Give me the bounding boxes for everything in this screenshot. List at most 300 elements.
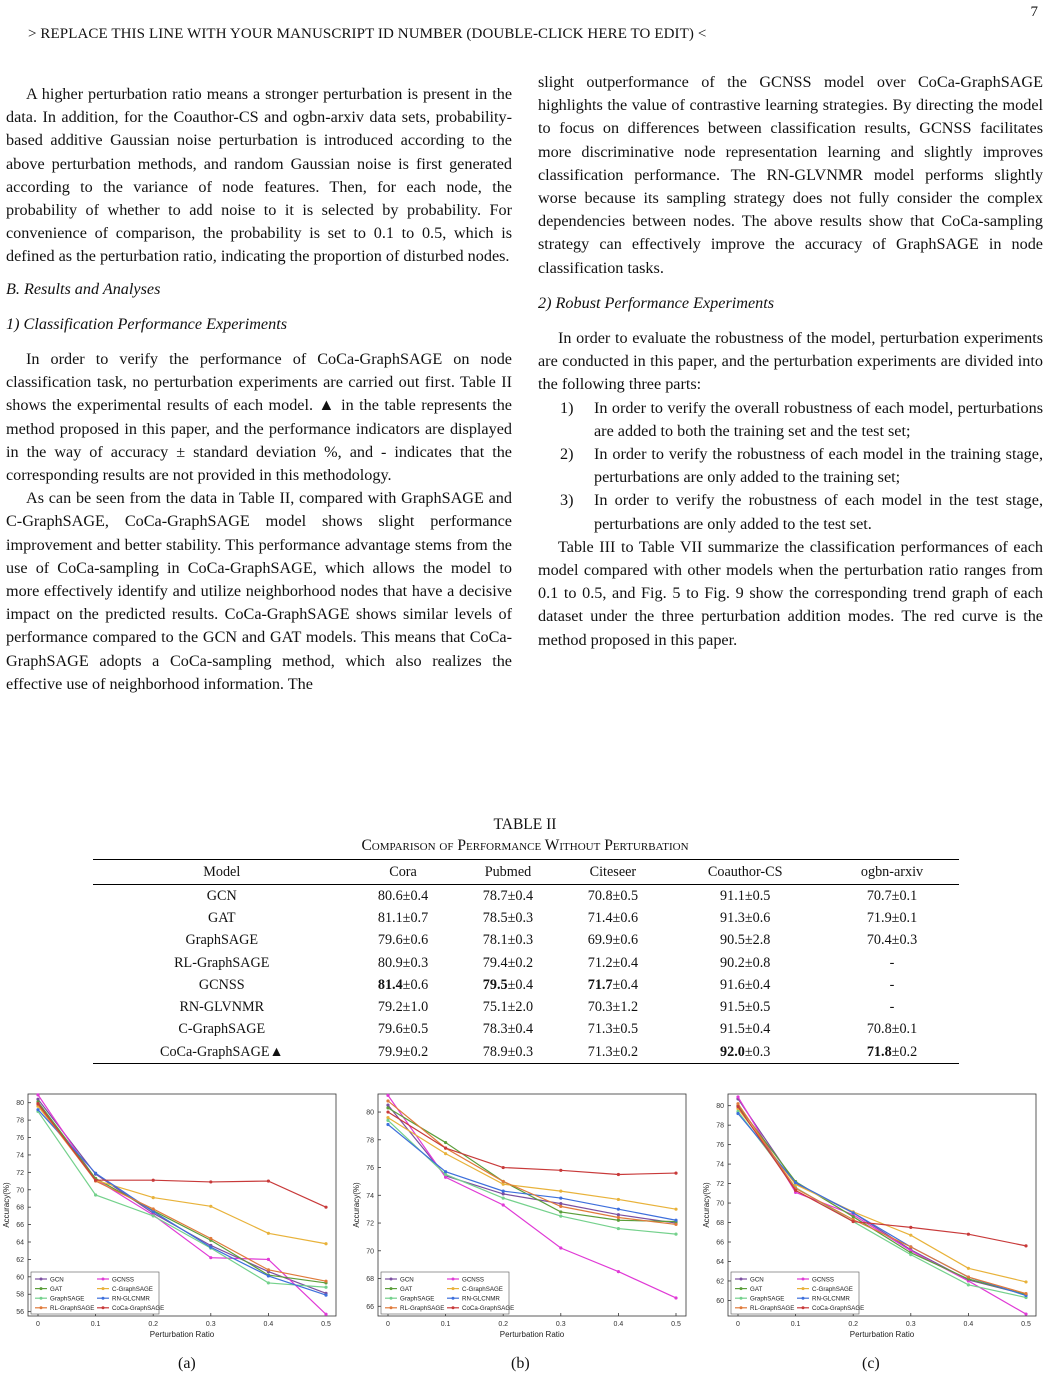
data-point	[674, 1296, 677, 1299]
legend-label: CoCa-GraphSAGE	[462, 1305, 515, 1313]
data-point	[852, 1211, 855, 1214]
table-cell	[351, 1019, 456, 1041]
cell-value: CoCa-GraphSAGE▲	[159, 1043, 284, 1060]
data-point	[502, 1183, 505, 1186]
data-point	[617, 1198, 620, 1201]
data-point	[909, 1234, 912, 1237]
data-point	[386, 1104, 389, 1107]
data-point	[617, 1227, 620, 1230]
table-cell	[825, 885, 959, 908]
x-tick-label: 0.1	[440, 1321, 451, 1328]
table-cell	[560, 907, 665, 929]
data-point	[267, 1258, 270, 1261]
data-point	[736, 1112, 739, 1115]
table-cell	[351, 907, 456, 929]
legend-label: GCN	[400, 1276, 414, 1284]
y-tick-label: 80	[716, 1103, 724, 1111]
list-item	[538, 397, 1043, 443]
cell-value: RN-GLVNMR	[179, 999, 265, 1016]
best-value: 92.0	[720, 1043, 745, 1060]
data-point	[36, 1108, 39, 1111]
data-point	[267, 1281, 270, 1284]
legend-marker	[102, 1297, 105, 1300]
table-cell	[351, 885, 456, 908]
data-point	[1024, 1292, 1027, 1295]
page-number: 7	[1030, 4, 1038, 20]
cell-value: 91.6±0.4	[720, 976, 771, 993]
y-tick-label: 60	[716, 1297, 724, 1305]
table-cell	[351, 974, 456, 996]
cell-value: GAT	[207, 909, 236, 926]
table-row	[93, 907, 959, 929]
data-point	[909, 1245, 912, 1248]
table-cell	[560, 952, 665, 974]
performance-table	[93, 859, 959, 1064]
best-value: 81.4	[377, 976, 403, 993]
data-point	[559, 1246, 562, 1249]
legend-marker	[390, 1306, 393, 1309]
table-cell	[93, 885, 351, 908]
table-cell	[560, 930, 665, 952]
table-cell	[665, 996, 825, 1018]
legend-marker	[390, 1278, 393, 1281]
data-point	[559, 1169, 562, 1172]
data-point	[674, 1208, 677, 1211]
data-point	[36, 1102, 39, 1105]
cell-value: 71.3±0.5	[587, 1021, 639, 1038]
y-tick-label: 68	[366, 1276, 374, 1284]
data-point	[502, 1166, 505, 1169]
data-point	[559, 1196, 562, 1199]
y-tick-label: 66	[366, 1303, 374, 1311]
data-point	[324, 1294, 327, 1297]
y-tick-label: 64	[716, 1258, 724, 1266]
table-body	[93, 885, 959, 1064]
data-point	[152, 1207, 155, 1210]
section-heading: B. Results and Analyses	[6, 279, 161, 298]
cell-value: 78.1±0.3	[482, 932, 534, 949]
cell-value: 81.1±0.7	[377, 909, 429, 926]
data-point	[674, 1233, 677, 1236]
table-cell	[93, 974, 351, 996]
cell-value: GCNSS	[198, 976, 245, 993]
paragraph: In order to verify the performance of CoCa-GraphSAGE on node classification task, no perturbation experiments are carried out first. Table II shows the experimental results of each model. ▲ in the table represents the method proposed in this paper, and the performance indicators are displayed in the way of accuracy ± standard deviation %, and - indicates that the corresponding results are not provided in this methodology.	[6, 350, 512, 485]
best-value: 79.5	[482, 976, 508, 993]
data-point	[967, 1283, 970, 1286]
data-point	[559, 1210, 562, 1213]
data-point	[386, 1123, 389, 1126]
data-point	[324, 1280, 327, 1283]
list-text: In order to verify the robustness of each model in the training stage, perturbations are only added to the training set;	[594, 445, 1043, 487]
table-cell	[456, 974, 561, 996]
chart-caption-b: (b)	[511, 1355, 530, 1372]
y-tick-label: 80	[16, 1100, 24, 1108]
table-cell	[665, 907, 825, 929]
cell-value: 80.6±0.4	[377, 887, 429, 904]
x-tick-label: 0	[736, 1321, 740, 1328]
legend-marker	[40, 1287, 43, 1290]
data-point	[909, 1253, 912, 1256]
y-tick-label: 72	[366, 1220, 374, 1228]
data-point	[267, 1268, 270, 1271]
subsection-heading: 2) Robust Performance Experiments	[538, 293, 775, 312]
table-cell	[351, 1041, 456, 1064]
table-cell	[456, 952, 561, 974]
cell-value: -	[889, 999, 895, 1016]
legend-marker	[802, 1278, 805, 1281]
legend-label: GraphSAGE	[750, 1295, 785, 1303]
data-point	[502, 1196, 505, 1199]
table-cell	[665, 885, 825, 908]
legend-marker	[390, 1297, 393, 1300]
y-tick-label: 56	[16, 1309, 24, 1317]
data-point	[386, 1099, 389, 1102]
left-column	[6, 83, 512, 696]
data-point	[967, 1275, 970, 1278]
y-tick-label: 80	[366, 1109, 374, 1117]
data-point	[386, 1106, 389, 1109]
cell-value: 78.3±0.4	[482, 1021, 534, 1038]
data-point	[967, 1233, 970, 1236]
data-point	[674, 1171, 677, 1174]
x-tick-label: 0	[386, 1321, 390, 1328]
data-point	[386, 1119, 389, 1122]
data-point	[617, 1219, 620, 1222]
legend-marker	[802, 1287, 805, 1290]
cell-value: 70.4±0.3	[866, 932, 918, 949]
data-point	[209, 1205, 212, 1208]
column-header: Pubmed	[456, 860, 561, 885]
data-point	[94, 1179, 97, 1182]
data-point	[502, 1180, 505, 1183]
y-tick-label: 72	[16, 1169, 24, 1177]
legend-label: C-GraphSAGE	[812, 1286, 853, 1293]
cell-value: 75.1±2.0	[482, 999, 534, 1016]
data-point	[502, 1190, 505, 1193]
data-point	[444, 1176, 447, 1179]
y-tick-label: 70	[716, 1200, 724, 1208]
data-point	[152, 1196, 155, 1199]
data-point	[794, 1181, 797, 1184]
x-tick-label: 0.5	[321, 1321, 331, 1328]
data-point	[444, 1147, 447, 1150]
cell-value: -	[889, 976, 895, 993]
cell-value: 70.8±0.5	[587, 887, 639, 904]
data-point	[736, 1105, 739, 1108]
data-point	[559, 1205, 562, 1208]
x-tick-label: 0.4	[963, 1321, 974, 1328]
cell-value: 71.4±0.6	[587, 909, 639, 926]
cell-value: 90.2±0.8	[720, 954, 771, 971]
data-point	[267, 1179, 270, 1182]
cell-value: 79.9±0.2	[377, 1043, 429, 1060]
legend-marker	[40, 1306, 43, 1309]
table-cell	[665, 1019, 825, 1041]
table-cell	[93, 1019, 351, 1041]
best-value: 71.7	[587, 976, 613, 993]
data-point	[324, 1206, 327, 1209]
legend-label: RL-GraphSAGE	[750, 1305, 795, 1313]
table-cell	[456, 1041, 561, 1064]
data-point	[559, 1202, 562, 1205]
chart-caption-c: (c)	[862, 1355, 880, 1372]
data-point	[324, 1286, 327, 1289]
cell-value: GraphSAGE	[185, 932, 259, 949]
cell-value: RL-GraphSAGE	[174, 954, 270, 971]
cell-value: 80.9±0.3	[377, 954, 429, 971]
table-cell	[351, 996, 456, 1018]
y-axis-label: Accuracy(%)	[702, 1182, 711, 1228]
cell-value: 78.7±0.4	[482, 887, 534, 904]
y-tick-label: 78	[716, 1122, 724, 1130]
y-tick-label: 68	[716, 1220, 724, 1228]
column-header: Coauthor-CS	[665, 860, 825, 885]
cell-value: 90.5±2.8	[720, 932, 771, 949]
y-tick-label: 76	[716, 1142, 724, 1150]
legend-marker	[102, 1306, 105, 1309]
data-point	[852, 1220, 855, 1223]
table-cell	[560, 1041, 665, 1064]
cell-value: 79.2±1.0	[377, 999, 429, 1016]
paragraph: slight outperformance of the GCNSS model over CoCa-GraphSAGE highlights the value of contrastive learning strategies. By directing the model to focus on differences between classification results, GCNSS facilitates more discriminative node representation learning and slightly improves classification performance. The RN-GLVNMR model performs slightly worse because its sampling strategy does not fully consider the complex dependencies between nodes. The above results show that CoCa-sampling strategy can effectively improve the accuracy of GraphSAGE in node classification tasks.	[538, 73, 1043, 277]
x-axis-label: Perturbation Ratio	[849, 1330, 915, 1339]
legend-marker	[740, 1278, 743, 1281]
subsection-heading: 1) Classification Performance Experiments	[6, 314, 287, 333]
table-row	[93, 974, 959, 996]
data-point	[386, 1116, 389, 1119]
y-tick-label: 62	[16, 1256, 24, 1264]
y-tick-label: 74	[716, 1161, 724, 1169]
table-cell	[351, 930, 456, 952]
y-tick-label: 66	[16, 1222, 24, 1230]
data-point	[209, 1246, 212, 1249]
legend-marker	[740, 1287, 743, 1290]
legend-label: GCNSS	[462, 1276, 485, 1284]
y-axis-label: Accuracy(%)	[2, 1182, 11, 1228]
data-point	[1024, 1244, 1027, 1247]
cell-value: ±0.2	[891, 1043, 918, 1060]
cell-value: 91.1±0.5	[720, 887, 771, 904]
y-tick-label: 64	[16, 1239, 24, 1247]
table-cell	[825, 930, 959, 952]
data-point	[324, 1242, 327, 1245]
data-point	[967, 1267, 970, 1270]
y-tick-label: 60	[16, 1274, 24, 1282]
legend-marker	[40, 1278, 43, 1281]
cell-value: 71.9±0.1	[866, 909, 918, 926]
data-point	[502, 1203, 505, 1206]
x-axis-label: Perturbation Ratio	[499, 1330, 565, 1339]
legend-label: C-GraphSAGE	[462, 1286, 503, 1293]
y-tick-label: 78	[366, 1137, 374, 1145]
cell-value: C-GraphSAGE	[178, 1021, 266, 1038]
legend-label: GraphSAGE	[50, 1295, 85, 1303]
cell-value: 78.5±0.3	[482, 909, 534, 926]
x-tick-label: 0.1	[790, 1321, 801, 1328]
data-point	[94, 1193, 97, 1196]
list-item	[538, 443, 1043, 489]
manuscript-header: > REPLACE THIS LINE WITH YOUR MANUSCRIPT ID NUMBER (DOUBLE-CLICK HERE TO EDIT) <	[28, 26, 707, 42]
table-cell	[456, 1019, 561, 1041]
legend-label: RL-GraphSAGE	[400, 1305, 445, 1313]
data-point	[559, 1190, 562, 1193]
figure-panel	[0, 1088, 1050, 1377]
table-cell	[456, 930, 561, 952]
paragraph: A higher perturbation ratio means a stronger perturbation is present in the data. In addition, for the Coauthor-CS and ogbn-arxiv data sets, probability-based additive Gaussian noise perturbation is introduced according to the above perturbation methods, and random Gaussian noise is first generated according to the variance of node features. Then, for each node, the probability of whether to add noise to it is selected by probability. For convenience of comparison, the probability is set to 0.1 to 0.5, which is defined as the perturbation ratio, indicating the proportion of disturbed nodes.	[6, 85, 512, 266]
legend-marker	[452, 1306, 455, 1309]
data-point	[1024, 1312, 1027, 1315]
paragraph: In order to evaluate the robustness of the model, perturbation experiments are conducted in this paper, and the perturbation experiments are divided into the following three parts:	[538, 329, 1043, 394]
table-row	[93, 996, 959, 1018]
legend-label: C-GraphSAGE	[112, 1286, 153, 1293]
cell-value: 79.6±0.6	[377, 932, 429, 949]
data-point	[444, 1152, 447, 1155]
y-tick-label: 78	[16, 1117, 24, 1125]
data-point	[94, 1172, 97, 1175]
y-tick-label: 74	[366, 1192, 374, 1200]
table-cell	[93, 930, 351, 952]
data-point	[909, 1226, 912, 1229]
legend-marker	[102, 1287, 105, 1290]
y-tick-label: 76	[16, 1135, 24, 1143]
y-tick-label: 76	[366, 1165, 374, 1173]
data-point	[386, 1094, 389, 1097]
table-cell	[93, 907, 351, 929]
y-tick-label: 68	[16, 1204, 24, 1212]
table-row	[93, 952, 959, 974]
legend-marker	[390, 1287, 393, 1290]
data-point	[617, 1270, 620, 1273]
y-tick-label: 70	[16, 1187, 24, 1195]
y-tick-label: 72	[716, 1181, 724, 1189]
legend-marker	[40, 1297, 43, 1300]
cell-value: 70.3±1.2	[587, 999, 639, 1016]
x-tick-label: 0.4	[613, 1321, 624, 1328]
data-point	[209, 1256, 212, 1259]
legend-label: GAT	[50, 1286, 63, 1293]
column-header: ogbn-arxiv	[825, 860, 959, 885]
legend-label: GraphSAGE	[400, 1295, 435, 1303]
table-cell	[560, 996, 665, 1018]
data-point	[617, 1216, 620, 1219]
data-point	[674, 1223, 677, 1226]
cell-value: ±0.4	[612, 976, 639, 993]
cell-value: ±0.6	[402, 976, 429, 993]
y-tick-label: 70	[366, 1248, 374, 1256]
experiment-list	[538, 397, 1043, 536]
table-row	[93, 1041, 959, 1064]
best-value: 71.8	[866, 1043, 892, 1060]
data-point	[324, 1313, 327, 1316]
data-point	[852, 1215, 855, 1218]
cell-value: 70.7±0.1	[866, 887, 918, 904]
x-tick-label: 0	[36, 1321, 40, 1328]
legend-label: GAT	[400, 1286, 413, 1293]
legend-label: RN-GLCNMR	[462, 1295, 500, 1303]
column-header: Citeseer	[560, 860, 665, 885]
data-point	[267, 1274, 270, 1277]
table-cell	[825, 1019, 959, 1041]
data-point	[267, 1232, 270, 1235]
line-chart-c	[700, 1088, 1045, 1356]
list-text: In order to verify the robustness of each model in the test stage, perturbations are only added to the test set.	[594, 491, 1043, 533]
table-cell	[665, 1041, 825, 1064]
table-row	[93, 930, 959, 952]
line-chart-a	[0, 1088, 345, 1356]
x-tick-label: 0.3	[905, 1321, 916, 1328]
legend-marker	[452, 1278, 455, 1281]
paragraph: Table III to Table VII summarize the classification performances of each model compared with other models when the perturbation ratio ranges from 0.1 to 0.5, and Fig. 5 to Fig. 9 show the corresponding trend graph of each dataset under the three perturbation addition modes. The red curve is the method proposed in this paper.	[538, 537, 1043, 649]
legend-marker	[452, 1297, 455, 1300]
legend-label: GCN	[50, 1276, 64, 1284]
cell-value: 78.9±0.3	[482, 1043, 534, 1060]
cell-value: 91.5±0.5	[720, 999, 771, 1016]
chart-caption-a: (a)	[178, 1355, 196, 1372]
cell-value: ±0.4	[507, 976, 534, 993]
table-cell	[665, 952, 825, 974]
table-cell	[825, 1041, 959, 1064]
data-point	[794, 1189, 797, 1192]
table-cell	[93, 952, 351, 974]
cell-value: 79.6±0.5	[377, 1021, 429, 1038]
data-point	[444, 1170, 447, 1173]
table-cell	[560, 885, 665, 908]
x-tick-label: 0.5	[671, 1321, 681, 1328]
column-header: Model	[93, 860, 351, 885]
legend-label: CoCa-GraphSAGE	[112, 1305, 165, 1313]
table-cell	[560, 974, 665, 996]
legend-marker	[802, 1306, 805, 1309]
table-cell	[560, 1019, 665, 1041]
legend-label: RN-GLCNMR	[112, 1295, 150, 1303]
x-tick-label: 0.2	[148, 1321, 159, 1328]
paragraph: As can be seen from the data in Table II, compared with GraphSAGE and C-GraphSAGE, CoCa-GraphSAGE model shows slight performance improvement and better stability. This performance advantage stems from the use of CoCa-sampling in CoCa-GraphSAGE, which allows the model to more effectively identify and utilize neighborhood nodes that have a decisive impact on the predicted results. CoCa-GraphSAGE shows similar levels of performance compared to the GCN and GAT models. This means that CoCa-GraphSAGE adopts a CoCa-sampling method, which also realizes the effective use of neighborhood information. The	[6, 489, 512, 693]
data-point	[736, 1095, 739, 1098]
table-cell	[665, 974, 825, 996]
legend-marker	[740, 1306, 743, 1309]
legend-label: GAT	[750, 1286, 763, 1293]
x-axis-label: Perturbation Ratio	[149, 1330, 215, 1339]
legend-label: GCN	[750, 1276, 764, 1284]
y-tick-label: 58	[16, 1291, 24, 1299]
cell-value: 69.9±0.6	[587, 932, 639, 949]
cell-value: 71.3±0.2	[587, 1043, 639, 1060]
right-column	[538, 71, 1043, 652]
table-title: TABLE II	[493, 816, 557, 833]
table-row	[93, 1019, 959, 1041]
cell-value: 79.4±0.2	[482, 954, 534, 971]
legend-label: RL-GraphSAGE	[50, 1305, 95, 1313]
cell-value: 91.5±0.4	[720, 1021, 771, 1038]
data-point	[36, 1093, 39, 1096]
table-caption: Comparison of Performance Without Perturbation	[361, 837, 689, 854]
x-tick-label: 0.4	[263, 1321, 274, 1328]
table-cell	[825, 952, 959, 974]
x-tick-label: 0.2	[498, 1321, 509, 1328]
legend-label: GCNSS	[812, 1276, 835, 1284]
data-point	[209, 1180, 212, 1183]
data-point	[617, 1173, 620, 1176]
line-chart-b	[350, 1088, 695, 1356]
data-point	[617, 1208, 620, 1211]
table-cell	[665, 930, 825, 952]
legend-marker	[452, 1287, 455, 1290]
data-point	[1024, 1280, 1027, 1283]
data-point	[674, 1219, 677, 1222]
legend-label: RN-GLCNMR	[812, 1295, 850, 1303]
table-header-row	[93, 860, 959, 885]
table-cell	[825, 974, 959, 996]
